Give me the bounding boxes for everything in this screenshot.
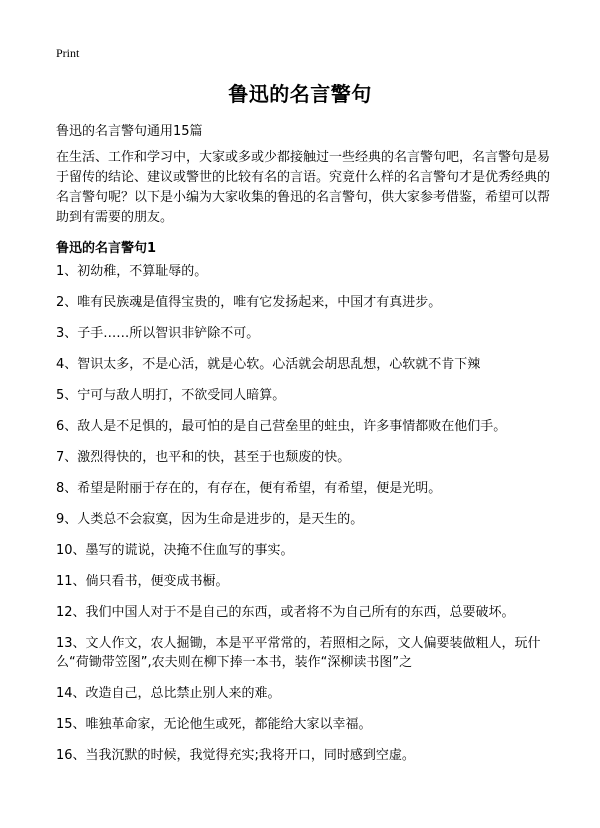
quote-item: 4、智识太多，不是心活，就是心软。心活就会胡思乱想，心软就不肯下辣 <box>56 357 481 372</box>
quote-item: 7、激烈得快的，也平和的快，甚至于也颓废的快。 <box>56 450 351 465</box>
quote-item: 9、人类总不会寂寞，因为生命是进步的，是天生的。 <box>56 512 364 527</box>
quote-list <box>56 262 556 777</box>
quote-item: 14、改造自己，总比禁止别人来的难。 <box>56 686 281 701</box>
print-link[interactable]: Print <box>56 46 80 60</box>
quote-item: 6、敌人是不足惧的，最可怕的是自己营垒里的蛀虫，许多事情都败在他们手。 <box>56 419 507 434</box>
quote-item: 16、当我沉默的时候，我觉得充实;我将开口，同时感到空虚。 <box>56 748 415 763</box>
quote-item: 8、希望是附丽于存在的，有存在，便有希望，有希望，便是光明。 <box>56 481 442 496</box>
quote-item: 1、初幼稚，不算耻辱的。 <box>56 264 208 279</box>
intro-paragraph: 在生活、工作和学习中，大家或多或少都接触过一些经典的名言警句吧，名言警句是易于留传的结论、建议或警世的比较有名的言语。究竟什么样的名言警句才是优秀经典的名言警句呢？以下是小编为大家收集的鲁迅的名言警句，供大家参考借鉴，希望可以帮助到有需要的朋友。 <box>56 150 551 225</box>
quote-item: 10、墨写的谎说，决掩不住血写的事实。 <box>56 543 294 558</box>
page-title: 鲁迅的名言警句 <box>228 82 372 106</box>
document-subtitle: 鲁迅的名言警句通用15篇 <box>56 124 203 139</box>
quote-item: 15、唯独革命家，无论他生或死，都能给大家以幸福。 <box>56 717 372 732</box>
quote-item: 11、倘只看书，便变成书橱。 <box>56 574 229 589</box>
section-heading: 鲁迅的名言警句1 <box>56 241 157 256</box>
quote-item: 2、唯有民族魂是值得宝贵的，唯有它发扬起来，中国才有真进步。 <box>56 295 442 310</box>
quote-item: 5、宁可与敌人明打，不欲受同人暗算。 <box>56 388 286 403</box>
quote-item: 13、文人作文，农人掘锄，本是平平常常的，若照相之际，文人偏要装做粗人，玩什么“荷锄带笠图”,农夫则在柳下捧一本书，装作“深柳读书图”之 <box>56 636 541 670</box>
quote-item: 3、子手……所以智识非铲除不可。 <box>56 326 260 341</box>
quote-item: 12、我们中国人对于不是自己的东西，或者将不为自己所有的东西，总要破坏。 <box>56 605 515 620</box>
